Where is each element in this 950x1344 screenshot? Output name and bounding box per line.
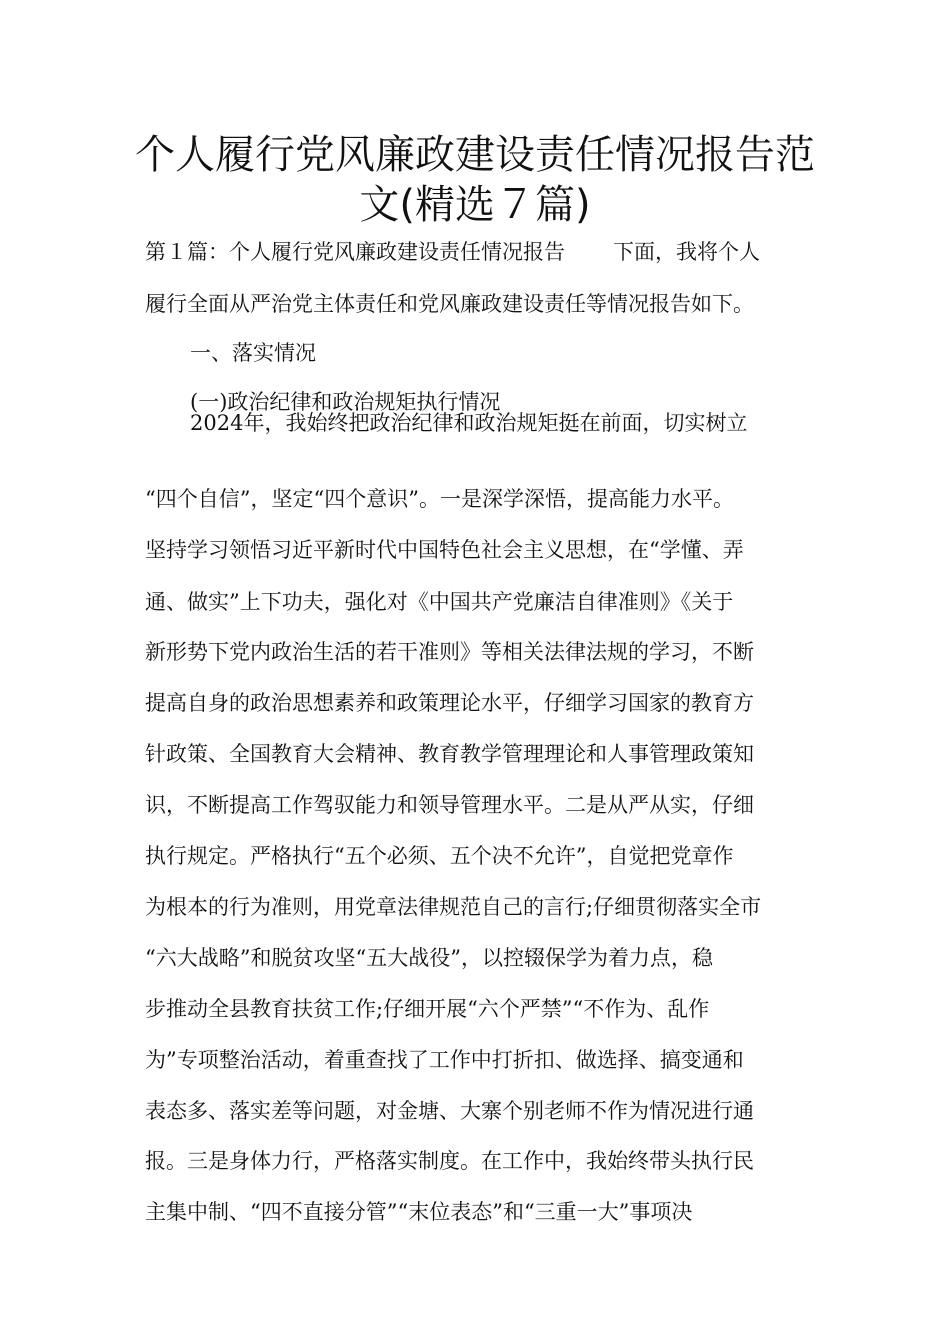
paragraph-line: 为根本的行为准则，用党章法律规范自己的言行;仔细贯彻落实全市 <box>145 895 762 919</box>
paragraph-line: 识，不断提高工作驾驭能力和领导管理水平。二是从严从实，仔细 <box>145 793 754 817</box>
article-heading: 第１篇：个人履行党风廉政建设责任情况报告 <box>145 240 565 264</box>
paragraph-line: 2024年，我始终把政治纪律和政治规矩挺在前面，切实树立 <box>190 411 748 435</box>
paragraph-line: 表态多、落实差等问题，对金塘、大寨个别老师不作为情况进行通 <box>145 1099 754 1123</box>
paragraph-line: 报。三是身体力行，严格落实制度。在工作中，我始终带头执行民 <box>145 1149 754 1173</box>
paragraph-line: 为”专项整治活动，着重查找了工作中打折扣、做选择、搞变通和 <box>145 1048 744 1072</box>
paragraph-line: 执行规定。严格执行“五个必须、五个决不允许”，自觉把党章作 <box>145 844 734 868</box>
document-title-line-2: 文(精选７篇) <box>359 182 591 228</box>
paragraph-line: “六大战略”和脱贫攻坚“五大战役”，以控辍保学为着力点，稳 <box>145 946 713 970</box>
paragraph-line: 履行全面从严治党主体责任和党风廉政建设责任等情况报告如下。 <box>145 292 754 316</box>
document-title-line-1: 个人履行党风廉政建设责任情况报告范 <box>135 132 815 178</box>
paragraph-line: 坚持学习领悟习近平新时代中国特色社会主义思想，在“学懂、弄 <box>145 538 744 562</box>
paragraph-text: 下面，我将个人 <box>613 240 760 264</box>
paragraph-line: 新形势下党内政治生活的若干准则》等相关法律法规的学习，不断 <box>145 640 754 664</box>
paragraph-line: “四个自信”，坚定“四个意识”。一是深学深悟，提高能力水平。 <box>145 487 734 511</box>
paragraph-line <box>145 238 760 266</box>
paragraph-line: 提高自身的政治思想素养和政策理论水平，仔细学习国家的教育方 <box>145 691 754 715</box>
subsection-heading: (一)政治纪律和政治规矩执行情况 <box>190 390 501 414</box>
paragraph-line: 步推动全县教育扶贫工作;仔细开展“六个严禁”“不作为、乱作 <box>145 997 710 1021</box>
section-heading: 一、落实情况 <box>190 341 316 365</box>
paragraph-line: 通、做实”上下功夫，强化对《中国共产党廉洁自律准则》《关于 <box>145 590 734 614</box>
paragraph-line: 针政策、全国教育大会精神、教育教学管理理论和人事管理政策知 <box>145 742 754 766</box>
paragraph-line: 主集中制、“四不直接分管”“末位表态”和“三重一大”事项决 <box>145 1200 693 1224</box>
